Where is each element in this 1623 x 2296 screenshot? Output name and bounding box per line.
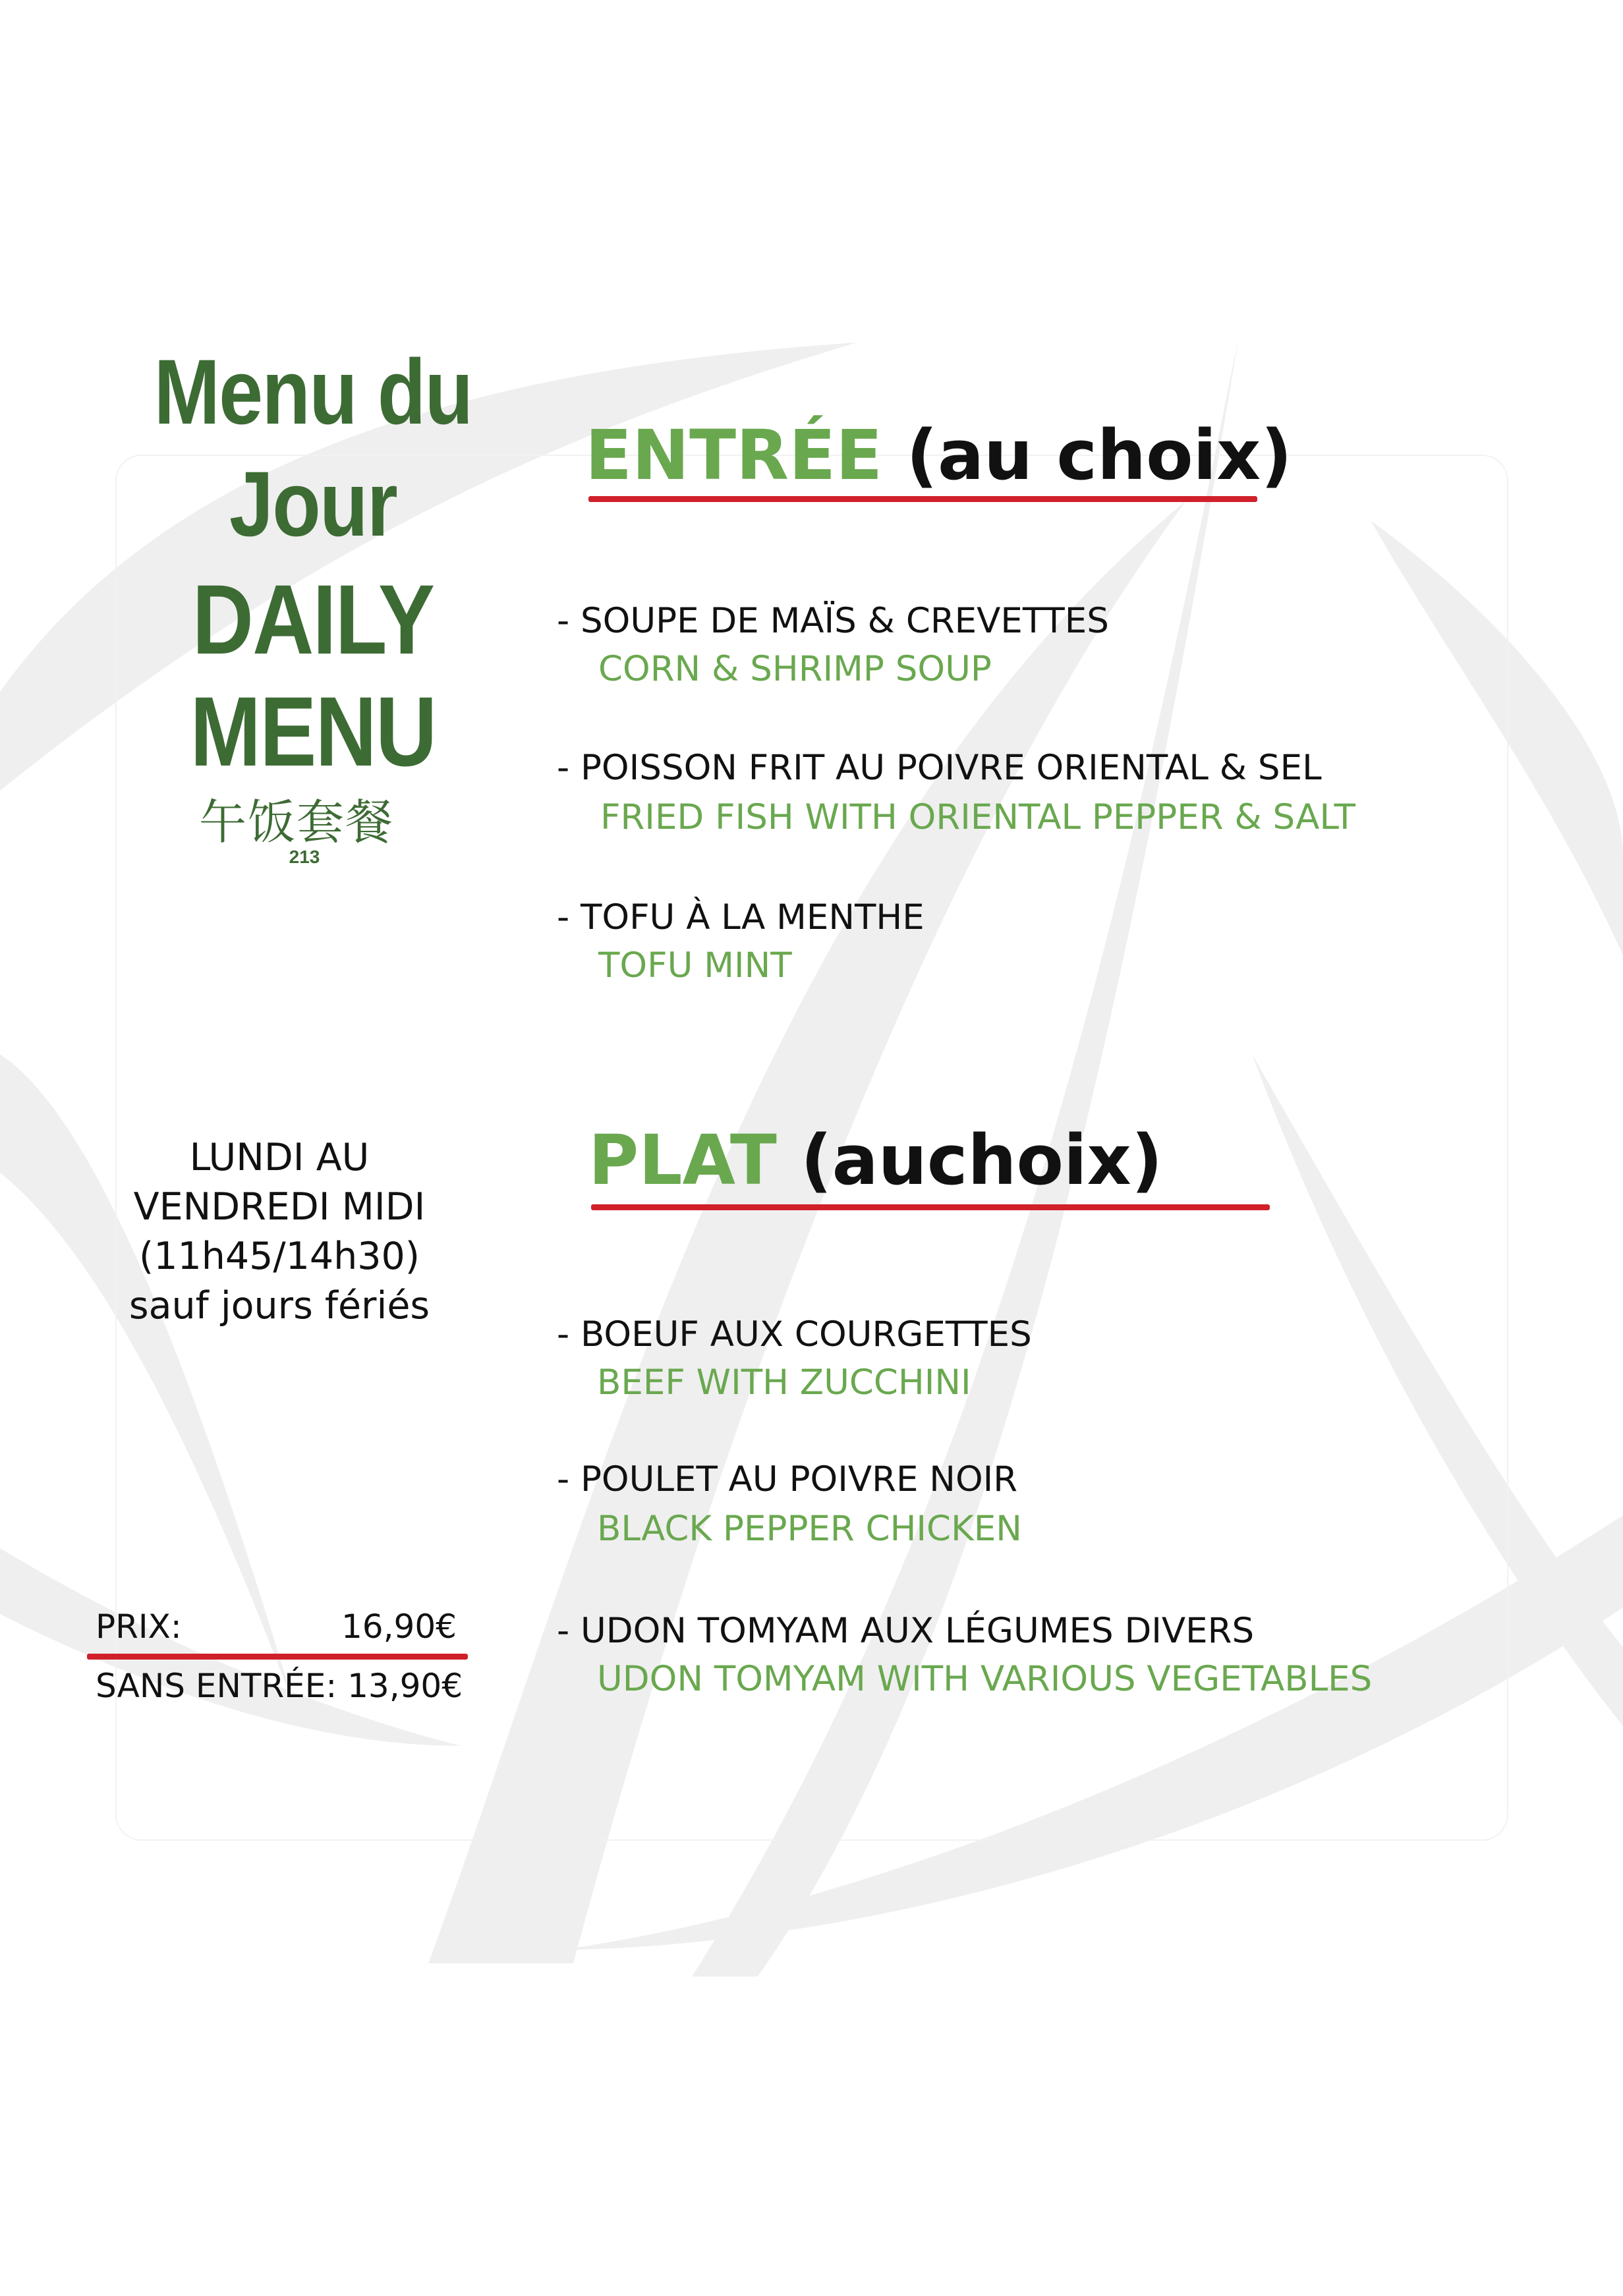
entree-item-3-en: TOFU MINT <box>598 945 792 986</box>
price-value: 16,90€ <box>341 1608 457 1646</box>
title-daily: DAILY <box>192 564 434 675</box>
price-label: PRIX: <box>96 1608 182 1646</box>
entree-underline <box>588 496 1257 502</box>
title-chinese: 午饭套餐 <box>198 795 394 850</box>
plat-heading <box>588 1120 1162 1200</box>
entree-item-1-en: CORN & SHRIMP SOUP <box>598 649 992 689</box>
entree-item-1-fr: - SOUPE DE MAÏS & CREVETTES <box>557 601 1109 641</box>
plat-item-2-fr: - POULET AU POIVRE NOIR <box>557 1459 1018 1499</box>
entree-heading <box>585 415 1292 495</box>
plat-item-1-en: BEEF WITH ZUCCHINI <box>597 1362 971 1403</box>
schedule-block <box>69 1133 490 1331</box>
schedule-line-4: sauf jours fériés <box>128 1284 430 1328</box>
plat-item-3-en: UDON TOMYAM WITH VARIOUS VEGETABLES <box>597 1659 1373 1699</box>
entree-item-3-fr: - TOFU À LA MENTHE <box>557 897 925 938</box>
title-menu-du: Menu du <box>154 340 472 443</box>
plat-subtitle: (auchoix) <box>801 1120 1163 1200</box>
title-menu: MENU <box>190 676 436 787</box>
entree-subtitle: (au choix) <box>906 415 1292 495</box>
plat-item-3-fr: - UDON TOMYAM AUX LÉGUMES DIVERS <box>557 1611 1255 1651</box>
schedule-line-3: (11h45/14h30) <box>138 1235 420 1278</box>
title-jour: Jour <box>229 452 397 555</box>
entree-item-2-en: FRIED FISH WITH ORIENTAL PEPPER & SALT <box>600 797 1356 837</box>
plat-item-2-en: BLACK PEPPER CHICKEN <box>597 1509 1022 1549</box>
price-underline <box>87 1654 468 1660</box>
plat-item-1-fr: - BOEUF AUX COURGETTES <box>557 1314 1032 1355</box>
plat-title: PLAT <box>588 1120 777 1200</box>
schedule-line-2: VENDREDI MIDI <box>133 1185 426 1229</box>
plat-underline <box>591 1204 1270 1210</box>
menu-code: 213 <box>289 847 320 867</box>
entree-item-2-fr: - POISSON FRIT AU POIVRE ORIENTAL & SEL <box>557 748 1322 788</box>
entree-title: ENTRÉE <box>585 415 883 495</box>
schedule-line-1: LUNDI AU <box>189 1136 370 1179</box>
price-sans-entree: SANS ENTRÉE: 13,90€ <box>96 1667 463 1705</box>
